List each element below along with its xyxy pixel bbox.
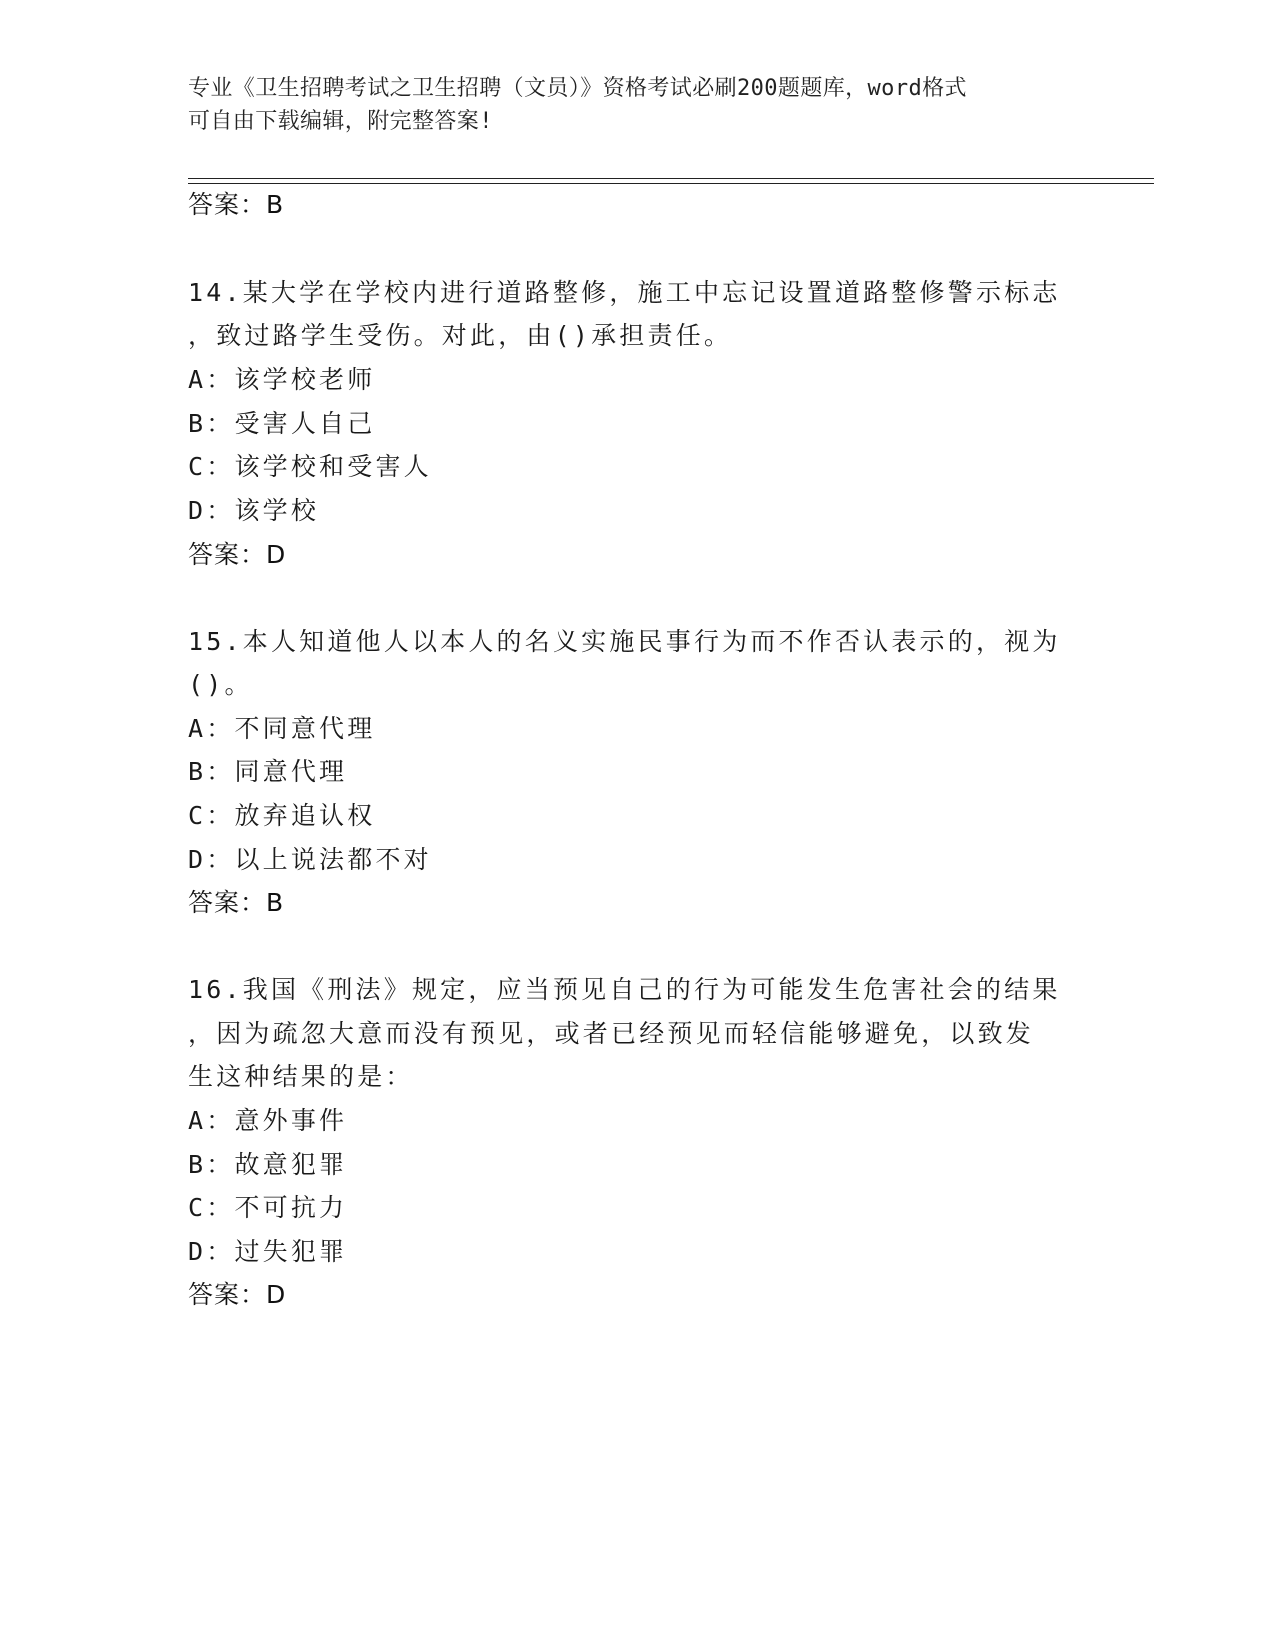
option-d: D：过失犯罪 (188, 1237, 348, 1266)
option-a: A：不同意代理 (188, 714, 376, 743)
previous-answer: 答案：B (188, 190, 285, 219)
answer: 答案：B (188, 888, 285, 917)
header-line-2: 可自由下载编辑，附完整答案! (188, 109, 493, 134)
option-b: B：故意犯罪 (188, 1150, 348, 1179)
question-stem-line: ，致过路学生受伤。对此，由()承担责任。 (188, 321, 733, 350)
option-a: A：该学校老师 (188, 365, 376, 394)
question-stem-line: 生这种结果的是： (188, 1062, 414, 1091)
option-c: C：放弃追认权 (188, 801, 376, 830)
option-a: A：意外事件 (188, 1106, 348, 1135)
option-c: C：不可抗力 (188, 1193, 348, 1222)
question-stem-line: 15.本人知道他人以本人的名义实施民事行为而不作否认表示的，视为 (188, 627, 1061, 656)
question-stem-line: ，因为疏忽大意而没有预见，或者已经预见而轻信能够避免，以致发 (188, 1019, 1035, 1048)
option-d: D：以上说法都不对 (188, 845, 432, 874)
document-header (188, 72, 1088, 138)
header-line-1: 专业《卫生招聘考试之卫生招聘（文员）》资格考试必刷200题题库，word格式 (188, 76, 967, 101)
option-b: B：同意代理 (188, 757, 348, 786)
header-divider-bottom (188, 183, 1154, 184)
answer: 答案：D (188, 1280, 287, 1309)
question-stem-line: 14.某大学在学校内进行道路整修，施工中忘记设置道路整修警示标志 (188, 278, 1061, 307)
question-stem-line: 16.我国《刑法》规定，应当预见自己的行为可能发生危害社会的结果 (188, 975, 1061, 1004)
option-d: D：该学校 (188, 496, 320, 525)
option-c: C：该学校和受害人 (188, 452, 432, 481)
question-stem-line: ()。 (188, 670, 253, 699)
option-b: B：受害人自己 (188, 409, 376, 438)
answer: 答案：D (188, 540, 287, 569)
header-divider-top (188, 178, 1154, 179)
